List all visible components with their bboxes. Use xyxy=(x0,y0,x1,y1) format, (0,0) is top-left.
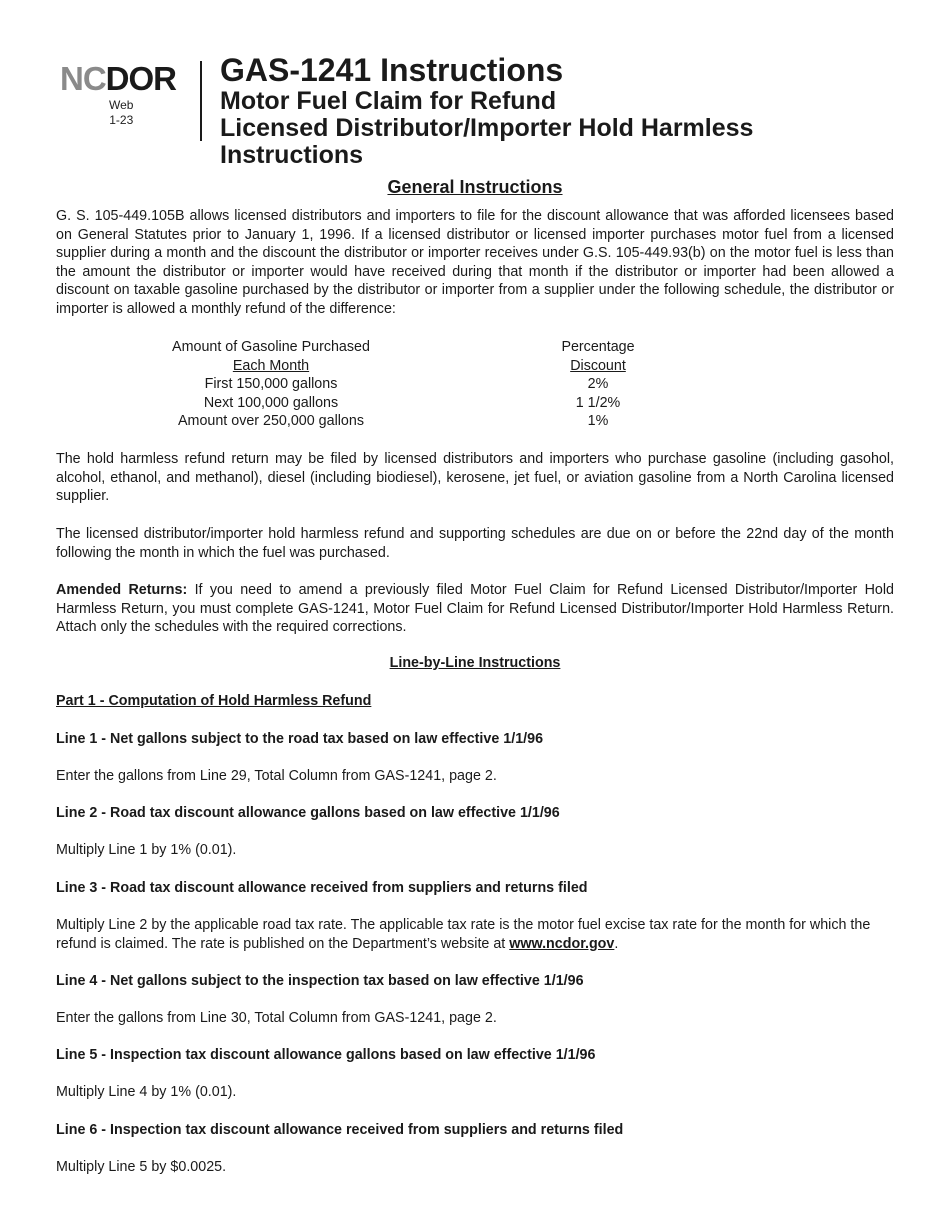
schedule-percentage-column xyxy=(536,338,660,431)
line4-text: Enter the gallons from Line 30, Total Column from GAS-1241, page 2. xyxy=(56,1010,497,1026)
line-by-line-heading: Line-by-Line Instructions xyxy=(389,655,561,671)
line3-text xyxy=(56,916,894,953)
subtitle-line-1: Motor Fuel Claim for Refund xyxy=(220,87,557,115)
subtitle-line-3: Instructions xyxy=(220,141,364,169)
schedule-header-discount: Discount xyxy=(570,357,626,374)
schedule-header-percentage: Percentage xyxy=(561,339,635,355)
line1-text: Enter the gallons from Line 29, Total Column from GAS-1241, page 2. xyxy=(56,768,497,784)
page-title: GAS-1241 Instructions xyxy=(220,52,564,88)
line1-label: Line 1 - Net gallons subject to the road tax based on law effective 1/1/96 xyxy=(56,731,544,747)
header-divider xyxy=(200,61,202,141)
logo-dor: DOR xyxy=(105,60,177,97)
ncdor-website-link[interactable]: www.ncdor.gov xyxy=(509,935,615,952)
ncdor-logo xyxy=(60,60,190,127)
schedule-amount-3: Amount over 250,000 gallons xyxy=(178,413,364,430)
schedule-pct-3: 1% xyxy=(587,413,609,430)
line5-label: Line 5 - Inspection tax discount allowance gallons based on law effective 1/1/96 xyxy=(56,1047,596,1063)
amended-returns-paragraph xyxy=(56,581,894,637)
line3-text-end: . xyxy=(614,935,619,952)
line4-label: Line 4 - Net gallons subject to the inspection tax based on law effective 1/1/96 xyxy=(56,973,584,989)
line2-label: Line 2 - Road tax discount allowance gallons based on law effective 1/1/96 xyxy=(56,805,560,821)
schedule-pct-1: 2% xyxy=(587,376,609,393)
title-block xyxy=(220,52,753,169)
due-date-paragraph: The licensed distributor/importer hold harmless refund and supporting schedules are due on or before the 22nd day of the month following the month in which the fuel was purchased. xyxy=(56,526,894,561)
amended-returns-label: Amended Returns: xyxy=(56,582,188,598)
line3-label: Line 3 - Road tax discount allowance received from suppliers and returns filed xyxy=(56,880,588,896)
version-web: Web xyxy=(109,98,134,112)
eligibility-paragraph: The hold harmless refund return may be filed by licensed distributors and importers who purchase gasoline (including gasohol, alcohol, ethanol, and methanol), diesel (including biodiesel), kerosene, jet fuel, or aviation gasoline from a North Carolina licensed supplier. xyxy=(56,451,894,505)
form-version xyxy=(109,98,133,128)
intro-paragraph: G. S. 105-449.105B allows licensed distributors and importers to file for the discount allowance that was afforded licensees based on General Statutes prior to January 1, 1996. If a licensed distributor or licensed importer purchases motor fuel from a licensed supplier during a month and the discount the distributor or importer receives under G.S. 105-449.93(b) on the motor fuel is less than the amount the distributor or importer would have received during that month if the distributor or importer had been allowed a discount on taxable gasoline purchased by the distributor or importer from a supplier under the following schedule, the distributor or importer is allowed a monthly refund of the difference: xyxy=(56,208,894,317)
logo-wordmark xyxy=(60,62,190,95)
page-header xyxy=(56,52,906,167)
subtitle-line-2: Licensed Distributor/Importer Hold Harmless xyxy=(220,114,754,142)
line6-text: Multiply Line 5 by $0.0025. xyxy=(56,1159,227,1175)
amended-returns-text: If you need to amend a previously filed Motor Fuel Claim for Refund Licensed Distributor/Importer Hold Harmless Return, you must complete GAS-1241, Motor Fuel Claim for Refund Licensed Distributor/Importer Hold Harmless Return. Attach only the schedules with the required corrections. xyxy=(56,582,895,636)
schedule-header-amount: Amount of Gasoline Purchased xyxy=(172,339,370,355)
line3-text-body: Multiply Line 2 by the applicable road tax rate. The applicable tax rate is the motor fuel excise tax rate for the month for which the refund is claimed. The rate is published on the Department’s website at xyxy=(56,917,871,952)
schedule-header-each-month: Each Month xyxy=(232,357,310,374)
logo-nc: NC xyxy=(60,60,106,97)
general-instructions-heading: General Instructions xyxy=(387,177,563,197)
schedule-amount-2: Next 100,000 gallons xyxy=(203,394,339,411)
schedule-amount-1: First 150,000 gallons xyxy=(204,376,338,393)
schedule-amount-column xyxy=(156,338,386,431)
line5-text: Multiply Line 4 by 1% (0.01). xyxy=(56,1084,237,1100)
line6-label: Line 6 - Inspection tax discount allowance received from suppliers and returns filed xyxy=(56,1122,624,1138)
discount-schedule xyxy=(56,338,894,434)
line2-text: Multiply Line 1 by 1% (0.01). xyxy=(56,842,237,858)
version-date: 1-23 xyxy=(109,113,134,127)
schedule-pct-2: 1 1/2% xyxy=(575,394,621,411)
part1-heading: Part 1 - Computation of Hold Harmless Refund xyxy=(56,693,372,709)
